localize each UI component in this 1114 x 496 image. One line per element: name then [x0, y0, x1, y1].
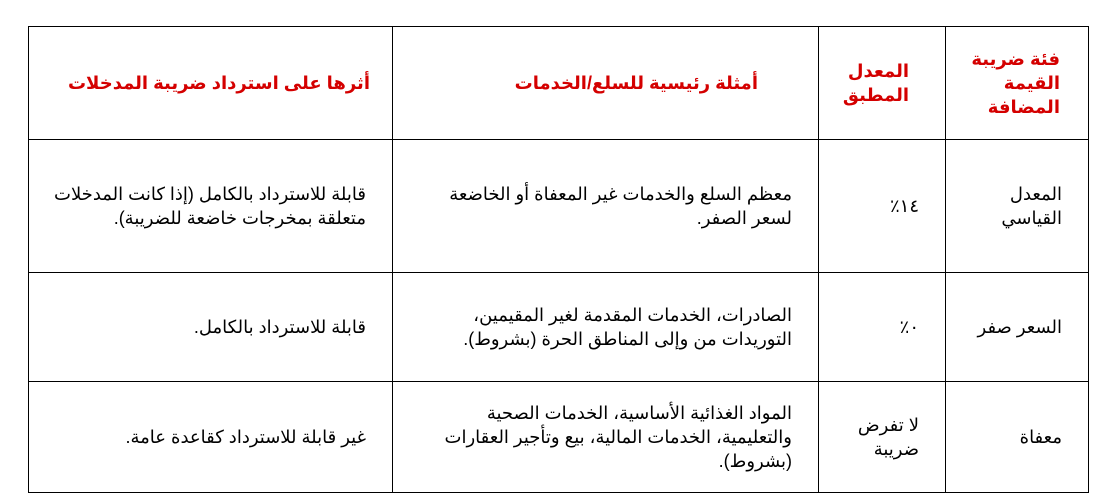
vat-categories-table	[28, 26, 1089, 493]
cell-category: السعر صفر	[946, 273, 1089, 382]
cell-rate: لا تفرض ضريبة	[819, 382, 946, 493]
cell-effect: قابلة للاسترداد بالكامل (إذا كانت المدخلات متعلقة بمخرجات خاضعة للضريبة).	[29, 140, 393, 273]
cell-examples: معظم السلع والخدمات غير المعفاة أو الخاضعة لسعر الصفر.	[393, 140, 819, 273]
header-row	[29, 27, 1089, 140]
header-vat-category: فئة ضريبة القيمة المضافة	[946, 27, 1089, 140]
table-body	[29, 140, 1089, 493]
cell-category: المعدل القياسي	[946, 140, 1089, 273]
cell-category: معفاة	[946, 382, 1089, 493]
cell-examples: المواد الغذائية الأساسية، الخدمات الصحية والتعليمية، الخدمات المالية، بيع وتأجير العقارات (بشروط).	[393, 382, 819, 493]
table-row	[29, 140, 1089, 273]
cell-examples: الصادرات، الخدمات المقدمة لغير المقيمين، التوريدات من وإلى المناطق الحرة (بشروط).	[393, 273, 819, 382]
header-applied-rate: المعدل المطبق	[819, 27, 946, 140]
cell-effect: غير قابلة للاسترداد كقاعدة عامة.	[29, 382, 393, 493]
header-examples: أمثلة رئيسية للسلع/الخدمات	[393, 27, 819, 140]
cell-rate: ٠٪	[819, 273, 946, 382]
header-input-tax-effect: أثرها على استرداد ضريبة المدخلات	[29, 27, 393, 140]
cell-rate: ١٤٪	[819, 140, 946, 273]
table-header	[29, 27, 1089, 140]
cell-effect: قابلة للاسترداد بالكامل.	[29, 273, 393, 382]
table-row	[29, 382, 1089, 493]
table-row	[29, 273, 1089, 382]
